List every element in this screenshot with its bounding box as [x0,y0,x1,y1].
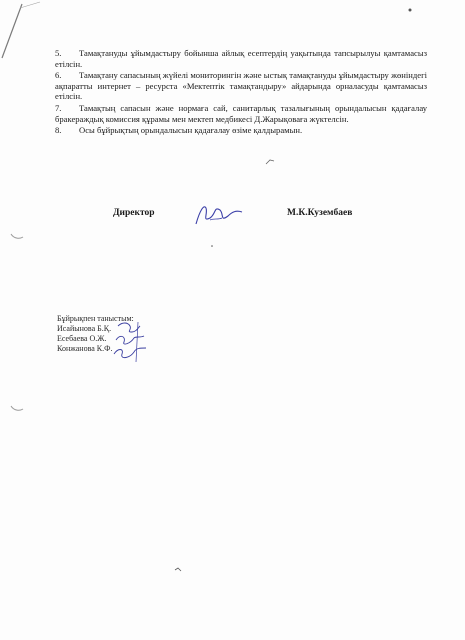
scan-artifact-dot [406,6,414,14]
stray-mark [265,158,275,166]
order-item [55,48,427,69]
stray-mark [174,567,182,573]
director-signature [190,200,250,230]
acknowledgement-name: Исайынова Б.Қ. [57,324,112,333]
item-text: Тамақтың сапасын және нормаға сай, санитарлық тазалығының орындалысын қадағалау бракераждық комиссия құрамы мен мектеп медбикесі Д.Жарықоваға жүктелсін. [55,102,427,124]
order-item [55,103,427,124]
acknowledgement-name: Есебаева О.Ж. [57,334,107,343]
item-number: 7. [55,102,62,113]
item-text: Осы бұйрықтың орындалысын қадағалау өзіме қалдырамын. [79,125,303,136]
item-text: Тамақтануды ұйымдастыру бойынша айлық есептердің уақытында тапсырылуы қамтамасыз етілсін. [55,48,427,69]
item-number: 6. [55,70,62,81]
stray-dot [210,244,214,248]
order-item [55,125,427,136]
order-items-list [55,48,427,136]
binder-hole-mark [10,232,24,240]
acknowledgement-signatures [100,318,160,366]
director-title: Директор [113,208,155,218]
item-number: 5. [55,48,62,58]
director-name: М.К.Кузембаев [287,208,353,218]
scan-artifact-mark [0,0,60,60]
acknowledgement-name: Конжанова К.Ф. [57,344,113,353]
item-text: Тамақтану сапасының жүйелі мониторингін және ыстық тамақтануды ұйымдастыру жөніндегі ақпаратты интернет – ресурста «Мектептік тамақтандыру» айдарында орналасуды қамтамасыз етілсін. [55,70,427,102]
binder-hole-mark [10,404,24,412]
item-number: 8. [55,125,62,136]
acknowledgement-heading: Бұйрықпен таныстым: [57,314,134,323]
order-item [55,70,427,102]
director-signature-row [0,206,465,236]
